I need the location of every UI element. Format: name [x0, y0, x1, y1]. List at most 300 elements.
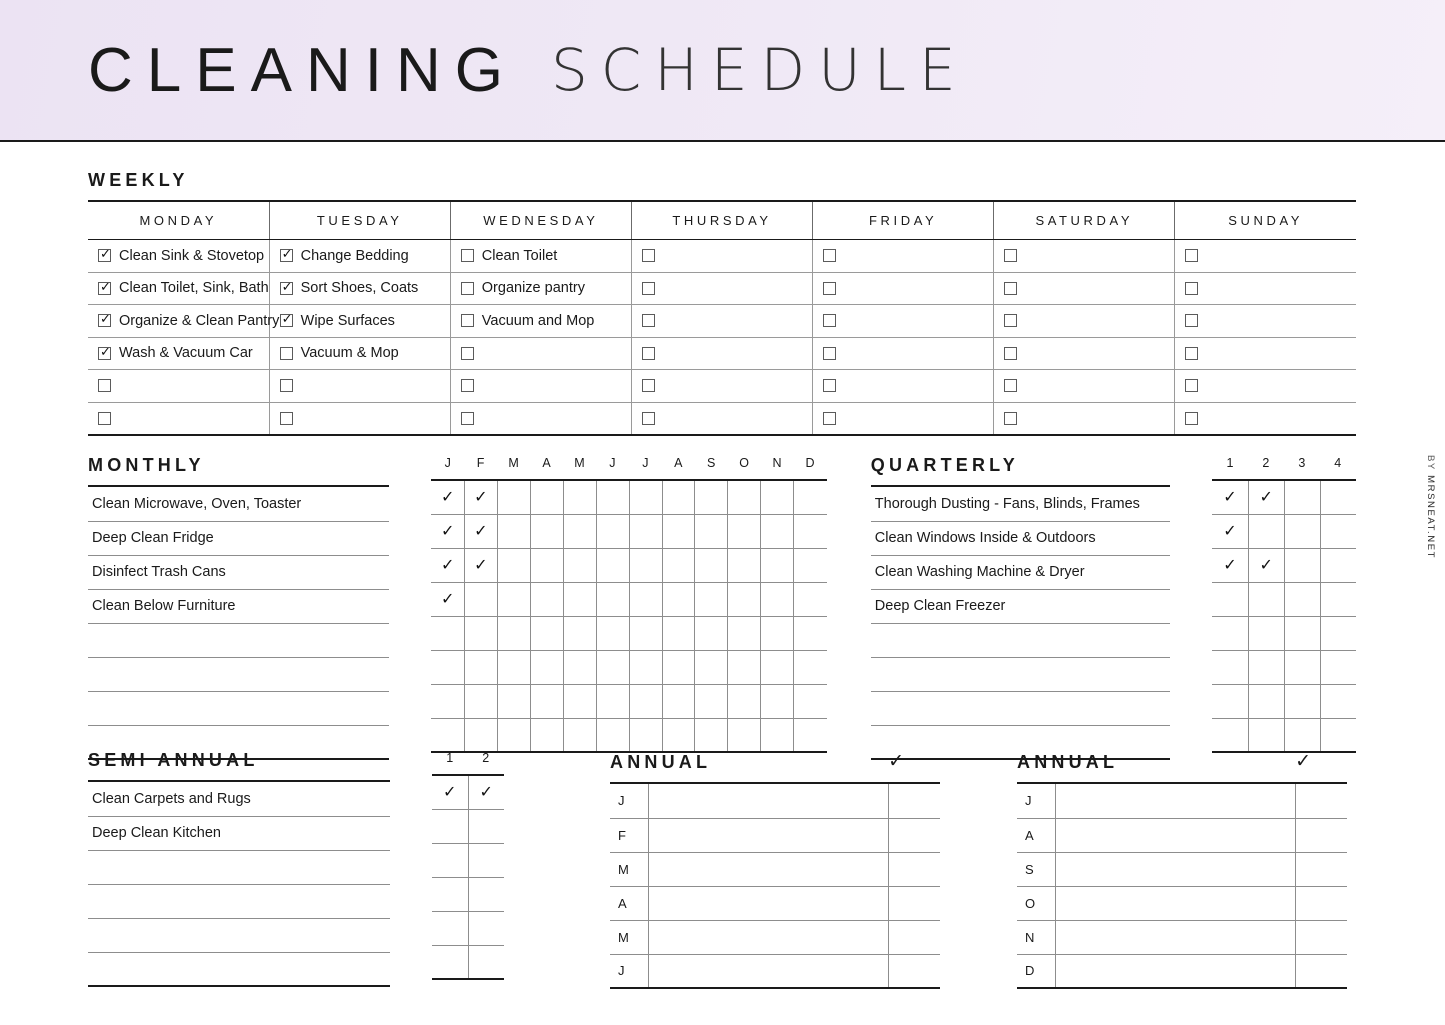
monthly-check-cell[interactable]	[497, 582, 530, 616]
quarterly-task-label[interactable]	[871, 623, 1170, 657]
monthly-check-cell[interactable]	[530, 616, 563, 650]
semi-annual-check-cell[interactable]	[432, 843, 468, 877]
list-item	[88, 816, 390, 850]
monthly-check-cell[interactable]	[497, 616, 530, 650]
quarterly-check-cell[interactable]	[1212, 718, 1248, 752]
quarterly-check-cell[interactable]	[1320, 514, 1356, 548]
monthly-check-cell[interactable]	[662, 650, 695, 684]
semi-annual-check-cell[interactable]	[468, 809, 504, 843]
weekly-task-cell[interactable]	[450, 370, 631, 403]
monthly-check-cell[interactable]	[464, 650, 497, 684]
semi-annual-check-cell[interactable]	[432, 945, 468, 979]
checkbox-icon[interactable]	[98, 412, 111, 425]
monthly-check-cell[interactable]	[530, 548, 563, 582]
monthly-check-cell[interactable]	[761, 480, 794, 514]
monthly-check-cell[interactable]	[761, 718, 794, 752]
annual-check-cell[interactable]	[1295, 920, 1347, 954]
monthly-check-cell[interactable]	[629, 548, 662, 582]
quarterly-section	[871, 455, 1170, 760]
monthly-check-cell[interactable]	[431, 548, 464, 582]
weekly-task-cell[interactable]	[1175, 337, 1356, 370]
monthly-check-cell[interactable]	[761, 650, 794, 684]
checkbox-icon[interactable]	[280, 249, 293, 262]
weekly-task-label: Clean Toilet, Sink, Bath	[119, 280, 269, 297]
weekly-task-cell[interactable]	[269, 337, 450, 370]
monthly-check-cell[interactable]	[596, 650, 629, 684]
annual-task-cell[interactable]	[1055, 784, 1295, 818]
weekly-body	[88, 240, 1356, 435]
weekly-task-cell[interactable]	[450, 305, 631, 338]
monthly-check-cell[interactable]	[563, 616, 596, 650]
quarterly-check-cell[interactable]	[1212, 650, 1248, 684]
monthly-check-cell[interactable]	[629, 718, 662, 752]
semi-annual-check-cell[interactable]	[468, 945, 504, 979]
weekly-task-cell[interactable]	[1175, 305, 1356, 338]
semi-annual-check-cell[interactable]	[468, 877, 504, 911]
checkbox-icon[interactable]	[461, 379, 474, 392]
monthly-column-header: D	[794, 455, 827, 480]
annual-task-cell[interactable]	[1055, 852, 1295, 886]
monthly-check-cell[interactable]	[596, 616, 629, 650]
quarterly-check-cell[interactable]	[1320, 582, 1356, 616]
checkbox-icon[interactable]	[823, 379, 836, 392]
checkbox-icon[interactable]	[280, 379, 293, 392]
semi-annual-check-cell[interactable]	[432, 775, 468, 809]
monthly-check-cell[interactable]	[728, 684, 761, 718]
monthly-check-cell[interactable]	[464, 616, 497, 650]
quarterly-check-cell[interactable]	[1284, 616, 1320, 650]
quarterly-check-cell[interactable]	[1284, 514, 1320, 548]
weekly-task-cell[interactable]	[269, 370, 450, 403]
weekly-task-cell[interactable]	[813, 240, 994, 273]
weekly-task-cell[interactable]	[994, 370, 1175, 403]
monthly-check-cell[interactable]	[497, 514, 530, 548]
checkbox-icon[interactable]	[1185, 412, 1198, 425]
checkbox-icon[interactable]	[280, 314, 293, 327]
quarterly-check-cell[interactable]	[1284, 480, 1320, 514]
monthly-check-cell[interactable]	[530, 650, 563, 684]
weekly-task-cell[interactable]	[450, 272, 631, 305]
checkbox-icon[interactable]	[1004, 379, 1017, 392]
table-row	[432, 843, 504, 877]
monthly-check-cell[interactable]	[431, 514, 464, 548]
annual-check-cell[interactable]	[1295, 886, 1347, 920]
checkbox-icon[interactable]	[280, 412, 293, 425]
checkbox-icon[interactable]	[98, 347, 111, 360]
weekly-day-header: MONDAY	[88, 201, 269, 240]
monthly-check-cell[interactable]	[530, 718, 563, 752]
semi-annual-task-label[interactable]	[88, 850, 390, 884]
quarterly-check-cell[interactable]	[1248, 480, 1284, 514]
annual-task-cell[interactable]	[1055, 818, 1295, 852]
annual-check-cell[interactable]	[888, 818, 940, 852]
checkbox-icon[interactable]	[461, 314, 474, 327]
monthly-check-cell[interactable]	[563, 548, 596, 582]
monthly-check-cell[interactable]	[431, 684, 464, 718]
weekly-task-cell[interactable]	[631, 305, 812, 338]
annual-check-cell[interactable]	[888, 920, 940, 954]
checkbox-icon[interactable]	[1185, 314, 1198, 327]
quarterly-check-cell[interactable]	[1248, 582, 1284, 616]
list-item	[871, 487, 1170, 521]
list-item	[88, 487, 389, 521]
monthly-check-cell[interactable]	[464, 514, 497, 548]
monthly-check-cell[interactable]	[464, 684, 497, 718]
quarterly-check-cell[interactable]	[1212, 582, 1248, 616]
list-item	[88, 691, 389, 725]
monthly-check-cell[interactable]	[695, 548, 728, 582]
quarterly-task-label[interactable]: Clean Washing Machine & Dryer	[871, 555, 1170, 589]
monthly-check-cell[interactable]	[431, 582, 464, 616]
quarterly-task-label[interactable]: Deep Clean Freezer	[871, 589, 1170, 623]
checkbox-icon[interactable]	[642, 314, 655, 327]
monthly-check-cell[interactable]	[695, 684, 728, 718]
monthly-check-cell[interactable]	[695, 650, 728, 684]
monthly-check-cell[interactable]	[629, 684, 662, 718]
quarterly-check-cell[interactable]	[1212, 514, 1248, 548]
monthly-task-label[interactable]: Clean Microwave, Oven, Toaster	[88, 487, 389, 521]
monthly-check-cell[interactable]	[497, 480, 530, 514]
monthly-check-cell[interactable]	[431, 616, 464, 650]
semi-annual-check-cell[interactable]	[468, 775, 504, 809]
monthly-check-cell[interactable]	[464, 480, 497, 514]
monthly-check-cell[interactable]	[695, 616, 728, 650]
checkbox-icon[interactable]	[1004, 314, 1017, 327]
monthly-check-cell[interactable]	[497, 718, 530, 752]
weekly-task-cell[interactable]	[269, 402, 450, 435]
monthly-check-cell[interactable]	[794, 718, 827, 752]
monthly-check-cell[interactable]	[530, 480, 563, 514]
quarterly-check-cell[interactable]	[1284, 582, 1320, 616]
weekly-task-cell[interactable]	[994, 402, 1175, 435]
weekly-task-cell[interactable]	[813, 272, 994, 305]
monthly-task-label[interactable]	[88, 691, 389, 725]
table-row	[1017, 784, 1347, 818]
monthly-check-cell[interactable]	[530, 684, 563, 718]
monthly-check-cell[interactable]	[563, 514, 596, 548]
checkbox-icon[interactable]	[461, 282, 474, 295]
list-item	[88, 657, 389, 691]
monthly-column-header: A	[530, 455, 563, 480]
monthly-check-cell[interactable]	[662, 480, 695, 514]
monthly-check-cell[interactable]	[530, 514, 563, 548]
monthly-check-cell[interactable]	[794, 650, 827, 684]
monthly-check-cell[interactable]	[761, 548, 794, 582]
monthly-check-cell[interactable]	[761, 616, 794, 650]
quarterly-check-cell[interactable]	[1320, 718, 1356, 752]
monthly-check-cell[interactable]	[728, 718, 761, 752]
monthly-task-label[interactable]	[88, 623, 389, 657]
annual-task-cell[interactable]	[1055, 920, 1295, 954]
monthly-check-cell[interactable]	[431, 650, 464, 684]
monthly-check-cell[interactable]	[596, 480, 629, 514]
monthly-check-cell[interactable]	[563, 582, 596, 616]
checkbox-icon[interactable]	[823, 412, 836, 425]
monthly-check-cell[interactable]	[695, 514, 728, 548]
semi-annual-task-label[interactable]	[88, 918, 390, 952]
annual-check-cell[interactable]	[1295, 784, 1347, 818]
list-item	[88, 918, 390, 952]
weekly-task-cell[interactable]	[994, 337, 1175, 370]
annual-check-cell[interactable]	[888, 886, 940, 920]
weekly-task-label: Clean Sink & Stovetop	[119, 247, 265, 264]
weekly-task-cell[interactable]	[450, 337, 631, 370]
annual-first-half-heading: ANNUAL	[610, 752, 712, 772]
quarterly-check-cell[interactable]	[1320, 684, 1356, 718]
quarterly-check-cell[interactable]	[1248, 514, 1284, 548]
quarterly-check-cell[interactable]	[1284, 548, 1320, 582]
quarterly-check-cell[interactable]	[1284, 684, 1320, 718]
monthly-check-cell[interactable]	[794, 514, 827, 548]
monthly-check-cell[interactable]	[596, 514, 629, 548]
monthly-check-cell[interactable]	[563, 684, 596, 718]
weekly-task-cell[interactable]	[450, 402, 631, 435]
semi-annual-task-label[interactable]	[88, 884, 390, 918]
table-row	[1017, 886, 1347, 920]
weekly-task-cell[interactable]	[1175, 402, 1356, 435]
checkbox-icon[interactable]	[1004, 282, 1017, 295]
quarterly-check-cell[interactable]	[1248, 616, 1284, 650]
table-row	[1212, 548, 1356, 582]
annual-task-cell[interactable]	[648, 852, 888, 886]
monthly-check-cell[interactable]	[431, 718, 464, 752]
checkbox-icon[interactable]	[1185, 249, 1198, 262]
monthly-check-cell[interactable]	[728, 480, 761, 514]
monthly-check-cell[interactable]	[464, 548, 497, 582]
monthly-check-cell[interactable]	[695, 582, 728, 616]
weekly-task-cell[interactable]	[994, 240, 1175, 273]
annual-check-cell[interactable]	[1295, 954, 1347, 988]
table-row	[88, 370, 1356, 403]
checkbox-icon[interactable]	[98, 249, 111, 262]
weekly-task-cell[interactable]	[1175, 272, 1356, 305]
table-row	[610, 784, 940, 818]
annual-check-cell[interactable]	[1295, 852, 1347, 886]
monthly-check-cell[interactable]	[794, 582, 827, 616]
monthly-check-cell[interactable]	[596, 582, 629, 616]
quarterly-check-cell[interactable]	[1212, 684, 1248, 718]
monthly-check-cell[interactable]	[662, 684, 695, 718]
monthly-check-cell[interactable]	[662, 718, 695, 752]
checkbox-icon[interactable]	[280, 282, 293, 295]
quarterly-check-cell[interactable]	[1320, 616, 1356, 650]
weekly-task-cell[interactable]	[88, 240, 269, 273]
quarterly-check-cell[interactable]	[1212, 480, 1248, 514]
page-title-primary: CLEANING	[88, 35, 517, 105]
quarterly-task-label[interactable]: Clean Windows Inside & Outdoors	[871, 521, 1170, 555]
weekly-task-cell[interactable]	[813, 370, 994, 403]
weekly-task-label: Vacuum & Mop	[300, 345, 399, 362]
weekly-task-cell[interactable]	[813, 402, 994, 435]
weekly-task-cell[interactable]	[994, 305, 1175, 338]
table-row	[1212, 684, 1356, 718]
checkbox-icon[interactable]	[98, 379, 111, 392]
checkbox-icon[interactable]	[98, 282, 111, 295]
monthly-check-cell[interactable]	[629, 582, 662, 616]
checkbox-icon[interactable]	[642, 282, 655, 295]
weekly-task-label: Organize pantry	[481, 280, 585, 297]
semi-annual-check-cell[interactable]	[432, 877, 468, 911]
checkbox-icon[interactable]	[823, 347, 836, 360]
weekly-task-cell[interactable]	[631, 370, 812, 403]
checkbox-icon[interactable]	[1004, 412, 1017, 425]
monthly-check-cell[interactable]	[563, 718, 596, 752]
annual-task-cell[interactable]	[1055, 886, 1295, 920]
weekly-task-cell[interactable]	[269, 240, 450, 273]
monthly-check-cell[interactable]	[629, 514, 662, 548]
table-row	[431, 514, 826, 548]
monthly-check-cell[interactable]	[497, 650, 530, 684]
weekly-task-cell[interactable]	[1175, 370, 1356, 403]
annual-task-cell[interactable]	[648, 818, 888, 852]
monthly-check-cell[interactable]	[794, 684, 827, 718]
checkbox-icon[interactable]	[1185, 379, 1198, 392]
weekly-task-cell[interactable]	[631, 240, 812, 273]
weekly-task-cell[interactable]	[1175, 240, 1356, 273]
quarterly-check-cell[interactable]	[1320, 650, 1356, 684]
semi-annual-task-label[interactable]: Deep Clean Kitchen	[88, 816, 390, 850]
annual-task-cell[interactable]	[1055, 954, 1295, 988]
quarterly-check-cell[interactable]	[1284, 650, 1320, 684]
semi-annual-check-cell[interactable]	[432, 809, 468, 843]
monthly-check-cell[interactable]	[431, 480, 464, 514]
monthly-check-cell[interactable]	[662, 582, 695, 616]
semi-annual-check-cell[interactable]	[468, 911, 504, 945]
monthly-check-cell[interactable]	[662, 514, 695, 548]
quarterly-check-cell[interactable]	[1284, 718, 1320, 752]
weekly-task-cell[interactable]	[631, 402, 812, 435]
monthly-check-cell[interactable]	[629, 480, 662, 514]
table-row	[610, 954, 940, 988]
checkbox-icon[interactable]	[1185, 347, 1198, 360]
checkbox-icon[interactable]	[461, 412, 474, 425]
weekly-task-cell[interactable]	[631, 337, 812, 370]
weekly-task-cell[interactable]	[813, 305, 994, 338]
monthly-task-label[interactable]: Deep Clean Fridge	[88, 521, 389, 555]
checkbox-icon[interactable]	[1004, 249, 1017, 262]
quarterly-task-label[interactable]	[871, 691, 1170, 725]
quarterly-check-cell[interactable]	[1248, 650, 1284, 684]
semi-annual-check-cell[interactable]	[468, 843, 504, 877]
monthly-check-cell[interactable]	[596, 718, 629, 752]
annual-check-cell[interactable]	[888, 852, 940, 886]
monthly-check-cell[interactable]	[794, 480, 827, 514]
monthly-check-cell[interactable]	[629, 616, 662, 650]
weekly-task-cell[interactable]	[88, 272, 269, 305]
monthly-check-cell[interactable]	[695, 480, 728, 514]
checkbox-icon[interactable]	[461, 347, 474, 360]
monthly-check-cell[interactable]	[464, 718, 497, 752]
annual-check-cell[interactable]	[888, 784, 940, 818]
weekly-task-cell[interactable]	[88, 305, 280, 338]
weekly-task-cell[interactable]	[88, 402, 269, 435]
quarterly-check-cell[interactable]	[1212, 616, 1248, 650]
monthly-check-cell[interactable]	[728, 582, 761, 616]
table-row	[88, 402, 1356, 435]
monthly-check-cell[interactable]	[530, 582, 563, 616]
monthly-check-cell[interactable]	[761, 514, 794, 548]
checkbox-icon[interactable]	[642, 412, 655, 425]
monthly-check-cell[interactable]	[662, 548, 695, 582]
table-row	[1212, 718, 1356, 752]
quarterly-check-cell[interactable]	[1248, 718, 1284, 752]
weekly-task-cell[interactable]	[450, 240, 631, 273]
quarterly-task-label[interactable]	[871, 657, 1170, 691]
monthly-check-cell[interactable]	[695, 718, 728, 752]
checkbox-icon[interactable]	[823, 314, 836, 327]
monthly-check-cell[interactable]	[629, 650, 662, 684]
quarterly-check-cell[interactable]	[1248, 548, 1284, 582]
monthly-check-cell[interactable]	[728, 650, 761, 684]
semi-annual-task-label[interactable]	[88, 952, 390, 986]
monthly-task-label[interactable]: Disinfect Trash Cans	[88, 555, 389, 589]
annual-task-cell[interactable]	[648, 920, 888, 954]
monthly-task-label[interactable]: Clean Below Furniture	[88, 589, 389, 623]
checkbox-icon[interactable]	[642, 347, 655, 360]
monthly-check-cell[interactable]	[596, 548, 629, 582]
monthly-check-cell[interactable]	[761, 582, 794, 616]
weekly-task-cell[interactable]	[631, 272, 812, 305]
weekly-day-header: SATURDAY	[994, 201, 1175, 240]
monthly-check-cell[interactable]	[794, 548, 827, 582]
weekly-task-cell[interactable]	[88, 337, 269, 370]
weekly-day-header: SUNDAY	[1175, 201, 1356, 240]
checkbox-icon[interactable]	[280, 347, 293, 360]
monthly-check-cell[interactable]	[728, 616, 761, 650]
monthly-check-cell[interactable]	[464, 582, 497, 616]
quarterly-check-cell[interactable]	[1212, 548, 1248, 582]
weekly-task-cell[interactable]	[269, 272, 450, 305]
monthly-task-label[interactable]	[88, 657, 389, 691]
quarterly-check-cell[interactable]	[1320, 548, 1356, 582]
weekly-task-cell[interactable]	[813, 337, 994, 370]
monthly-check-cell[interactable]	[728, 548, 761, 582]
monthly-check-cell[interactable]	[728, 514, 761, 548]
weekly-task-cell[interactable]	[88, 370, 269, 403]
checkbox-icon[interactable]	[823, 282, 836, 295]
quarterly-task-label[interactable]: Thorough Dusting - Fans, Blinds, Frames	[871, 487, 1170, 521]
annual-task-cell[interactable]	[648, 784, 888, 818]
weekly-task-cell[interactable]	[269, 305, 450, 338]
monthly-check-cell[interactable]	[563, 480, 596, 514]
checkbox-icon[interactable]	[1185, 282, 1198, 295]
monthly-check-cell[interactable]	[662, 616, 695, 650]
checkbox-icon[interactable]	[461, 249, 474, 262]
checkbox-icon[interactable]	[98, 314, 111, 327]
monthly-check-cell[interactable]	[563, 650, 596, 684]
semi-annual-check-cell[interactable]	[432, 911, 468, 945]
quarterly-check-cell[interactable]	[1320, 480, 1356, 514]
monthly-check-cell[interactable]	[497, 684, 530, 718]
monthly-check-cell[interactable]	[794, 616, 827, 650]
annual-task-cell[interactable]	[648, 954, 888, 988]
checkbox-icon[interactable]	[823, 249, 836, 262]
weekly-task-cell[interactable]	[994, 272, 1175, 305]
table-row	[431, 718, 826, 752]
annual-task-cell[interactable]	[648, 886, 888, 920]
monthly-check-cell[interactable]	[497, 548, 530, 582]
semi-annual-task-label[interactable]: Clean Carpets and Rugs	[88, 782, 390, 816]
weekly-task-label: Vacuum and Mop	[481, 312, 595, 329]
monthly-check-cell[interactable]	[761, 684, 794, 718]
checkbox-icon[interactable]	[642, 379, 655, 392]
annual-check-cell[interactable]	[888, 954, 940, 988]
quarterly-check-cell[interactable]	[1248, 684, 1284, 718]
annual-check-cell[interactable]	[1295, 818, 1347, 852]
checkbox-icon[interactable]	[642, 249, 655, 262]
monthly-check-cell[interactable]	[596, 684, 629, 718]
checkbox-icon[interactable]	[1004, 347, 1017, 360]
